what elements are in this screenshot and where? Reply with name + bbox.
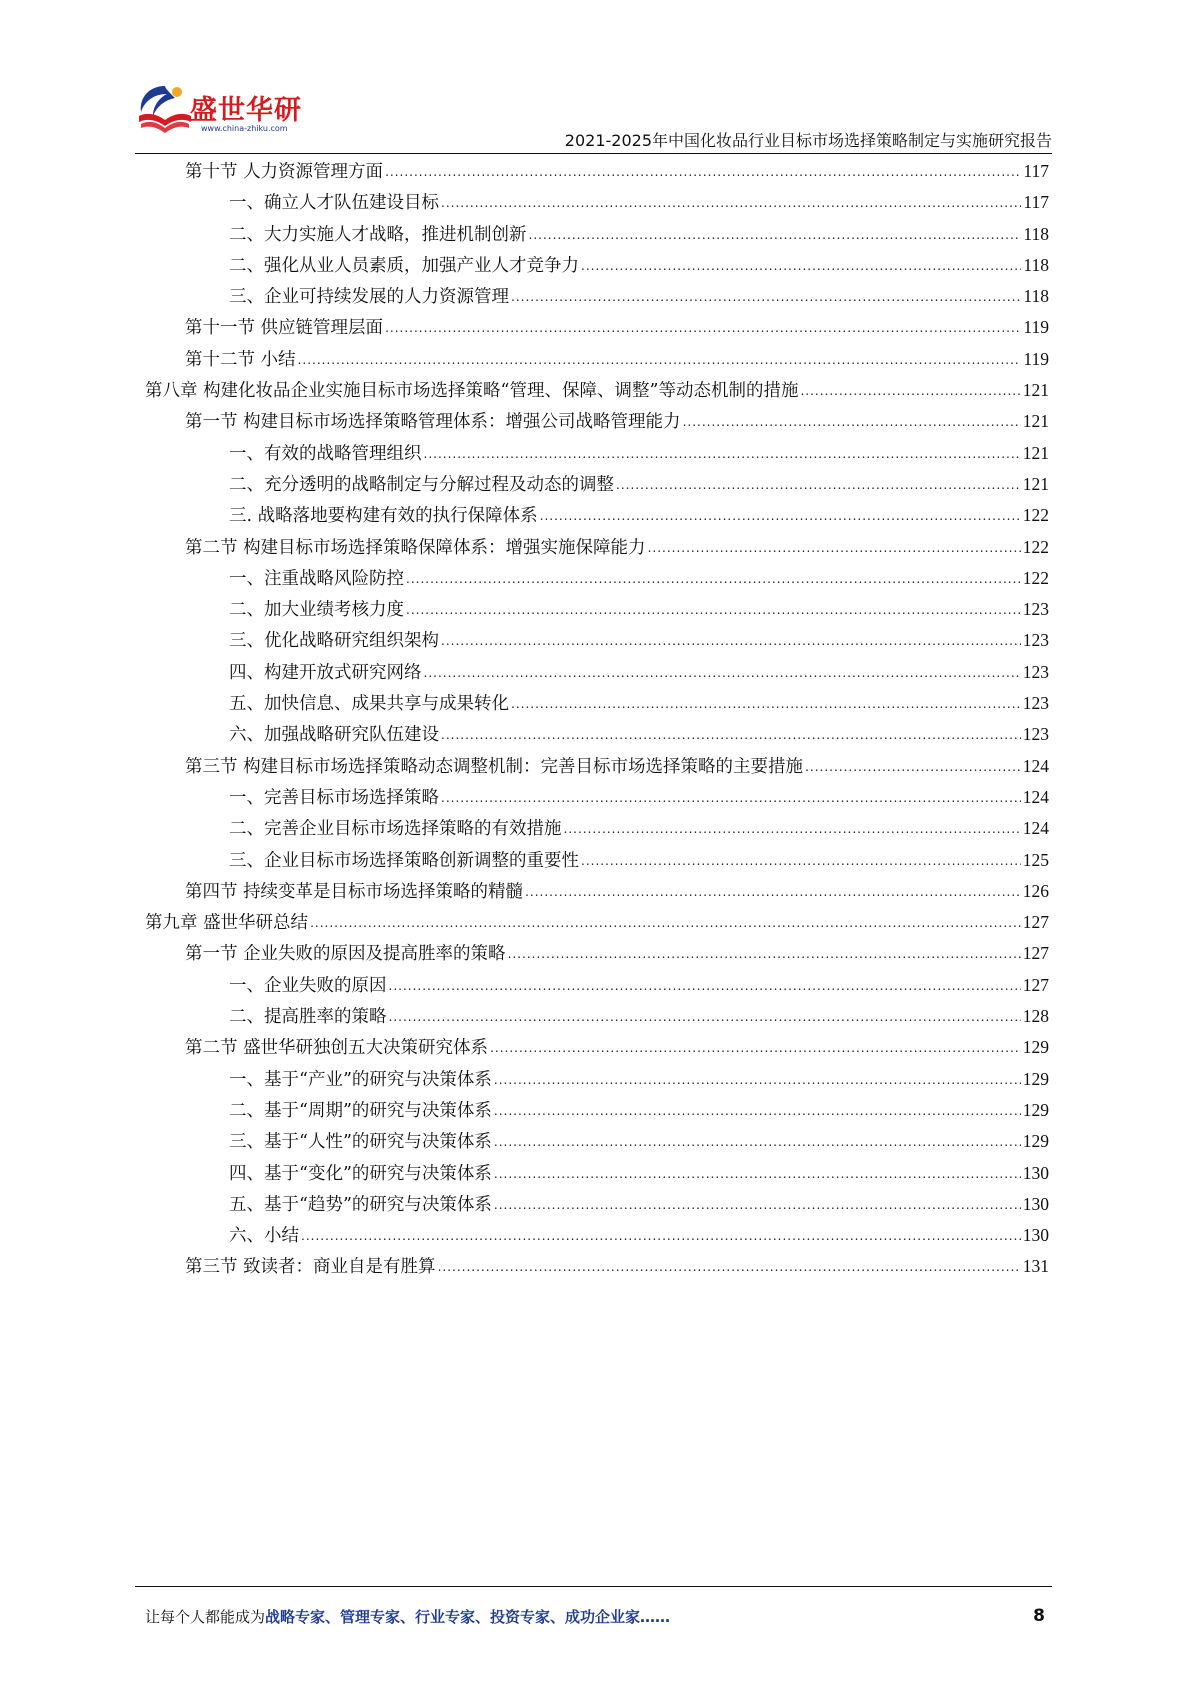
company-logo <box>135 82 305 142</box>
toc-entry-title: 第一节 构建目标市场选择策略管理体系：增强公司战略管理能力 <box>185 412 681 433</box>
toc-dot-leader <box>494 1065 1021 1096</box>
toc-entry-title: 一、完善目标市场选择策略 <box>229 787 439 808</box>
toc-entry[interactable] <box>145 1126 1049 1157</box>
toc-entry[interactable] <box>145 1251 1049 1282</box>
toc-entry[interactable] <box>145 813 1049 844</box>
toc-entry-title: 六、加强战略研究队伍建设 <box>229 725 439 746</box>
toc-entry-page: 121 <box>1022 442 1049 463</box>
toc-entry-page: 118 <box>1023 223 1049 244</box>
toc-entry[interactable] <box>145 156 1049 187</box>
toc-dot-leader <box>805 752 1021 783</box>
toc-dot-leader <box>438 1252 1021 1283</box>
toc-dot-leader <box>564 814 1021 845</box>
toc-dot-leader <box>406 595 1021 626</box>
toc-entry-title: 三、优化战略研究组织架构 <box>229 631 439 652</box>
toc-entry-title: 五、基于“趋势”的研究与决策体系 <box>229 1194 492 1215</box>
toc-entry[interactable] <box>145 281 1049 312</box>
header-divider <box>135 153 1052 154</box>
toc-entry-page: 121 <box>1022 411 1049 432</box>
toc-entry[interactable] <box>145 970 1049 1001</box>
toc-entry-page: 118 <box>1023 286 1049 307</box>
toc-entry-page: 122 <box>1022 536 1049 557</box>
book-logo-icon <box>135 82 195 140</box>
report-title: 2021-2025年中国化妆品行业目标市场选择策略制定与实施研究报告 <box>564 131 1052 150</box>
toc-entry-page: 123 <box>1022 693 1049 714</box>
toc-entry[interactable] <box>145 406 1049 437</box>
page-footer <box>145 1606 1045 1627</box>
toc-entry-title: 第十节 人力资源管理方面 <box>185 162 384 182</box>
page-header <box>135 80 1052 152</box>
toc-entry-title: 一、有效的战略管理组织 <box>229 443 422 464</box>
toc-dot-leader <box>494 1190 1021 1221</box>
toc-entry-title: 第三节 致读者：商业自是有胜算 <box>185 1257 436 1278</box>
toc-dot-leader <box>494 1159 1021 1190</box>
toc-entry-page: 131 <box>1022 1256 1049 1277</box>
toc-entry[interactable] <box>145 469 1049 500</box>
toc-entry[interactable] <box>145 532 1049 563</box>
toc-entry-page: 121 <box>1022 380 1049 401</box>
footer-slogan-highlight: 战略专家、管理专家、行业专家、投资专家、成功企业家…… <box>265 1608 671 1626</box>
toc-entry-title: 二、大力实施人才战略，推进机制创新 <box>229 224 527 245</box>
toc-entry-page: 127 <box>1022 974 1049 995</box>
toc-entry-page: 129 <box>1022 1037 1049 1058</box>
toc-entry-title: 二、加大业绩考核力度 <box>229 600 404 621</box>
toc-dot-leader <box>406 564 1021 595</box>
toc-entry-title: 第一节 企业失败的原因及提高胜率的策略 <box>185 944 506 965</box>
toc-dot-leader <box>529 220 1022 251</box>
toc-dot-leader <box>581 251 1021 282</box>
toc-dot-leader <box>581 846 1021 877</box>
toc-entry[interactable] <box>145 1158 1049 1189</box>
toc-entry[interactable] <box>145 1220 1049 1251</box>
toc-entry-title: 四、基于“变化”的研究与决策体系 <box>229 1163 492 1184</box>
toc-entry[interactable] <box>145 500 1049 531</box>
toc-entry[interactable] <box>145 1064 1049 1095</box>
toc-entry-page: 123 <box>1022 724 1049 745</box>
toc-entry[interactable] <box>145 219 1049 250</box>
toc-entry[interactable] <box>145 845 1049 876</box>
toc-dot-leader <box>800 376 1020 407</box>
toc-dot-leader <box>441 188 1021 219</box>
footer-slogan-prefix: 让每个人都能成为 <box>145 1608 266 1626</box>
toc-entry-page: 130 <box>1022 1162 1049 1183</box>
toc-dot-leader <box>525 877 1021 908</box>
toc-entry-title: 四、构建开放式研究网络 <box>229 662 422 683</box>
toc-dot-leader <box>540 501 1021 532</box>
toc-entry-page: 121 <box>1022 473 1049 494</box>
toc-entry[interactable] <box>145 657 1049 688</box>
toc-entry-page: 127 <box>1022 912 1049 933</box>
toc-entry[interactable] <box>145 719 1049 750</box>
toc-entry[interactable] <box>145 782 1049 813</box>
toc-entry-title: 五、加快信息、成果共享与成果转化 <box>229 694 509 715</box>
toc-dot-leader <box>424 439 1021 470</box>
toc-entry-title: 二、完善企业目标市场选择策略的有效措施 <box>229 819 562 840</box>
toc-entry[interactable] <box>145 1001 1049 1032</box>
toc-entry-title: 第二节 构建目标市场选择策略保障体系：增强实施保障能力 <box>185 537 646 558</box>
toc-dot-leader <box>385 157 1021 188</box>
toc-entry-title: 二、强化从业人员素质，加强产业人才竞争力 <box>229 255 579 276</box>
toc-dot-leader <box>494 1127 1021 1158</box>
toc-entry-page: 130 <box>1022 1193 1049 1214</box>
toc-dot-leader <box>490 1033 1021 1064</box>
toc-entry-page: 127 <box>1022 943 1049 964</box>
toc-entry-title: 第三节 构建目标市场选择策略动态调整机制：完善目标市场选择策略的主要措施 <box>185 756 804 777</box>
toc-dot-leader <box>389 1002 1021 1033</box>
logo-url: www.china-zhiku.com <box>201 124 288 133</box>
toc-entry-title: 二、提高胜率的策略 <box>229 1007 387 1028</box>
toc-dot-leader <box>441 626 1021 657</box>
toc-entry-page: 129 <box>1022 1099 1049 1120</box>
toc-entry-page: 123 <box>1022 661 1049 682</box>
toc-dot-leader <box>683 407 1021 438</box>
toc-entry[interactable] <box>145 187 1049 218</box>
toc-dot-leader <box>494 1096 1021 1127</box>
toc-entry-page: 125 <box>1022 849 1049 870</box>
toc-dot-leader <box>310 908 1021 939</box>
toc-entry-page: 122 <box>1022 567 1049 588</box>
toc-entry-title: 三. 战略落地要构建有效的执行保障体系 <box>229 506 538 527</box>
toc-entry[interactable] <box>145 1095 1049 1126</box>
toc-entry[interactable] <box>145 1189 1049 1220</box>
toc-dot-leader <box>424 658 1021 689</box>
toc-entry-page: 124 <box>1022 755 1049 776</box>
toc-entry-page: 117 <box>1023 192 1049 213</box>
toc-entry[interactable] <box>145 938 1049 969</box>
toc-entry-title: 一、确立人才队伍建设目标 <box>229 193 439 214</box>
toc-entry[interactable] <box>145 751 1049 782</box>
toc-entry[interactable] <box>145 594 1049 625</box>
toc-entry[interactable] <box>145 250 1049 281</box>
toc-dot-leader <box>441 783 1021 814</box>
table-of-contents <box>145 156 1049 1283</box>
toc-entry[interactable] <box>145 344 1049 375</box>
toc-entry-title: 三、基于“人性”的研究与决策体系 <box>229 1132 492 1153</box>
toc-entry-page: 119 <box>1023 317 1049 338</box>
toc-dot-leader <box>648 533 1021 564</box>
toc-entry-title: 第四节 持续变革是目标市场选择策略的精髓 <box>185 881 524 902</box>
toc-dot-leader <box>511 689 1021 720</box>
toc-entry[interactable] <box>145 312 1049 343</box>
toc-entry-page: 123 <box>1022 630 1049 651</box>
toc-entry[interactable] <box>145 563 1049 594</box>
toc-entry-page: 129 <box>1022 1131 1049 1152</box>
toc-entry-title: 二、基于“周期”的研究与决策体系 <box>229 1100 492 1121</box>
toc-entry-title: 第十二节 小结 <box>185 349 296 370</box>
toc-dot-leader <box>441 720 1021 751</box>
toc-dot-leader <box>298 345 1022 376</box>
toc-entry[interactable] <box>145 375 1049 406</box>
toc-entry-title: 第九章 盛世华研总结 <box>145 913 309 934</box>
toc-entry-page: 117 <box>1023 161 1049 181</box>
toc-entry[interactable] <box>145 876 1049 907</box>
toc-entry-title: 第十一节 供应链管理层面 <box>185 318 384 339</box>
toc-entry-title: 三、企业可持续发展的人力资源管理 <box>229 287 509 308</box>
toc-entry-title: 第二节 盛世华研独创五大决策研究体系 <box>185 1038 489 1059</box>
toc-entry[interactable] <box>145 907 1049 938</box>
toc-entry-page: 128 <box>1022 1006 1049 1027</box>
toc-entry[interactable] <box>145 1032 1049 1063</box>
toc-entry-title: 一、注重战略风险防控 <box>229 568 404 589</box>
toc-entry-page: 119 <box>1023 348 1049 369</box>
toc-entry-page: 122 <box>1022 505 1049 526</box>
toc-dot-leader <box>511 282 1021 313</box>
toc-entry-page: 118 <box>1023 254 1049 275</box>
toc-entry-page: 126 <box>1022 880 1049 901</box>
toc-entry-page: 124 <box>1022 786 1049 807</box>
toc-entry-title: 二、充分透明的战略制定与分解过程及动态的调整 <box>229 474 614 495</box>
toc-dot-leader <box>385 313 1021 344</box>
toc-entry[interactable] <box>145 688 1049 719</box>
toc-entry-title: 一、企业失败的原因 <box>229 975 387 996</box>
toc-dot-leader <box>389 971 1021 1002</box>
toc-entry-page: 129 <box>1022 1068 1049 1089</box>
toc-entry-title: 六、小结 <box>229 1226 299 1247</box>
toc-entry[interactable] <box>145 438 1049 469</box>
page-number: 8 <box>1033 1606 1045 1626</box>
toc-entry-page: 130 <box>1022 1225 1049 1246</box>
toc-entry[interactable] <box>145 625 1049 656</box>
toc-entry-title: 第八章 构建化妆品企业实施目标市场选择策略“管理、保障、调整”等动态机制的措施 <box>145 381 799 402</box>
toc-entry-title: 三、企业目标市场选择策略创新调整的重要性 <box>229 850 579 871</box>
footer-divider <box>135 1586 1052 1587</box>
toc-dot-leader <box>616 470 1021 501</box>
toc-entry-page: 123 <box>1022 599 1049 620</box>
toc-entry-page: 124 <box>1022 818 1049 839</box>
toc-dot-leader <box>508 939 1021 970</box>
toc-entry-title: 一、基于“产业”的研究与决策体系 <box>229 1069 492 1090</box>
logo-text: 盛世华研 <box>190 95 302 126</box>
toc-dot-leader <box>301 1221 1021 1252</box>
